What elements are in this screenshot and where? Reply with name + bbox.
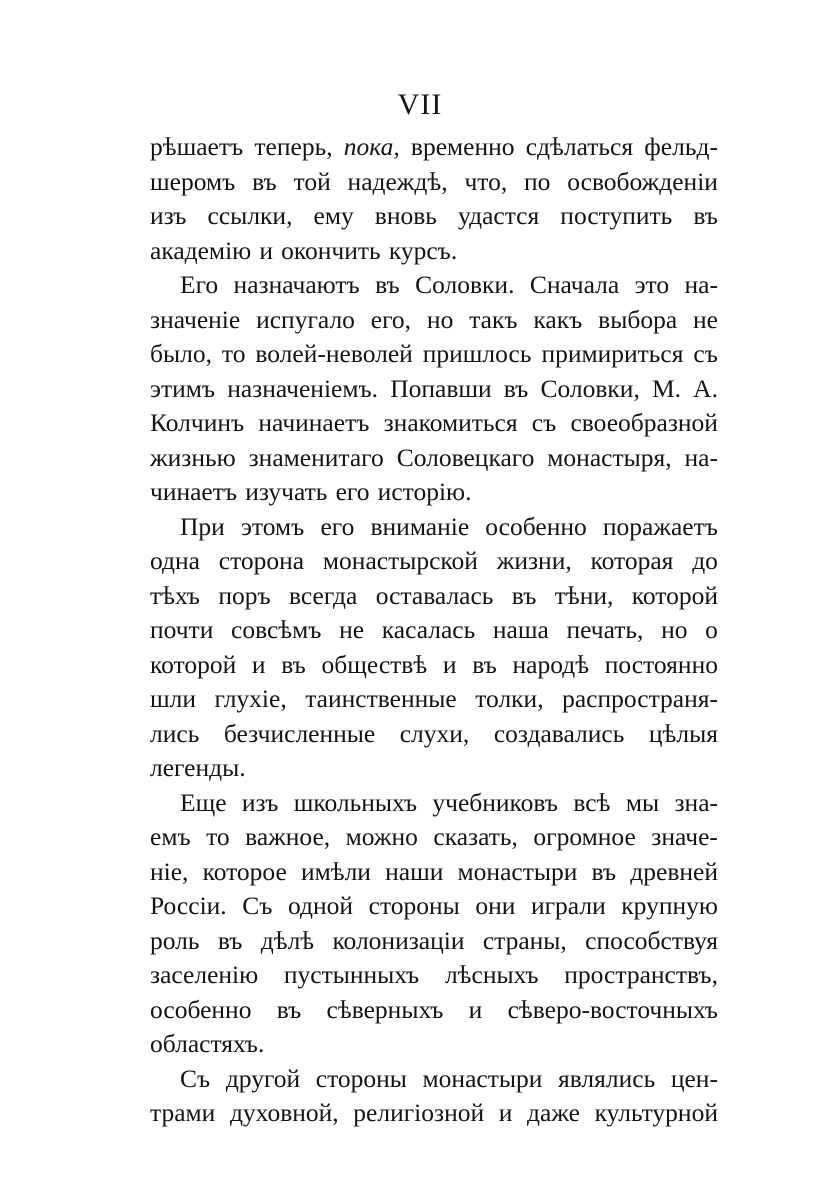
word: Соловки, [540,373,640,403]
word: то [206,822,230,851]
word: его [320,511,355,541]
word: это [634,270,670,299]
word: При [180,511,225,541]
word: даже [527,1098,580,1127]
word: ему [313,201,354,230]
word: той [293,166,331,196]
word: въ [281,649,306,679]
word: знаменитаго [248,442,384,472]
word: на- [684,270,718,299]
word: глухіе, [214,684,287,713]
word: касалась [381,615,476,644]
word: монастыря, [547,442,672,472]
text-line [150,406,718,441]
word: что, [464,166,508,196]
word: создавались [493,718,625,748]
word: лись [150,718,200,748]
word: пространствъ, [564,960,718,989]
word: его, [370,304,412,334]
word: волей-неволей [255,339,413,368]
word: фельд- [644,132,718,161]
word: народѣ [512,649,590,679]
word: Попавши [390,373,492,403]
word: и [442,649,457,679]
word: не [339,615,365,644]
word: сѣверныхъ [326,994,444,1024]
word: въ [276,994,302,1024]
word: поступить [560,201,673,230]
word: емъ [150,822,191,851]
word: этомъ [240,511,305,541]
text-line [150,682,718,717]
word: съ [531,408,557,437]
word: распространя- [562,684,718,713]
word: примириться [541,339,684,368]
text-line [150,544,718,579]
text-line [150,786,718,821]
word: шеромъ [150,166,236,196]
word: курсъ. [388,235,458,265]
body-text [150,130,718,1131]
word: до [692,546,718,575]
word: которая [590,546,674,575]
word: выбора [598,304,678,334]
word: можно [345,822,418,851]
word: но [661,615,688,644]
word: пришлось [422,339,532,368]
word: своеобразной [570,408,718,437]
word: Сначала [529,270,620,299]
word: но [426,304,454,334]
word: всегда [289,580,358,610]
text-line [150,648,718,683]
word: окончить [281,235,381,265]
word: жизнью [150,442,236,472]
paragraph [150,1062,718,1131]
word: Съ [242,891,273,920]
word: почти [150,615,214,644]
word: оставалась [375,580,494,610]
word: легенды. [150,753,246,782]
word: академію [150,235,252,265]
word: М. [651,373,682,403]
paragraph [150,268,718,510]
word: Его [180,270,219,299]
word: стороны [368,891,460,920]
word: назначаютъ [233,270,360,299]
word: цен- [670,1063,718,1093]
word: совсѣмъ [231,615,322,644]
word: особенно [485,511,587,541]
word: освобожденіи [567,166,718,196]
word: съ [693,339,718,368]
word: Съ [180,1063,211,1093]
text-line [150,993,718,1028]
word: лѣсныхъ [444,960,539,989]
word: по [524,166,551,196]
word: исторію. [377,477,472,506]
text-line [150,924,718,959]
word: трами [150,1098,216,1127]
word: въ [375,270,400,299]
text-line [150,855,718,890]
word: всѣ [573,787,611,817]
word: цѣлыя [648,718,718,748]
word: ссылки, [207,201,293,230]
word: изъ [241,787,279,817]
word: слухи, [399,718,470,748]
word: этимъ [150,373,216,403]
word: сказать, [433,822,518,851]
word: вновь [374,201,437,230]
word: въ [472,649,497,679]
word: Колчинъ [150,408,245,437]
word: тѣхъ [150,580,200,610]
word: на- [684,442,718,472]
text-line [150,234,718,269]
word: Соловки. [415,270,515,299]
text-line [150,1096,718,1131]
word: сдѣлаться [525,132,634,161]
word: колонизаціи [332,925,465,955]
text-line [150,441,718,476]
word: заселенію [150,960,259,989]
page-number: VII [397,88,443,121]
text-line [150,372,718,407]
word: зна- [674,787,718,817]
word: въ [591,856,617,886]
text-line [150,303,718,338]
word: имѣли [300,856,371,886]
word: и [259,235,274,265]
word: которой [150,649,237,679]
word: древней [630,856,718,886]
word: Россіи. [150,891,227,920]
text-line [150,820,718,855]
word: огромное [533,822,636,851]
word: крупную [621,891,718,920]
word: ніе, [150,856,189,886]
word: школьныхъ [293,787,418,817]
word: чинаетъ [150,477,238,506]
word: важное, [245,822,331,851]
word: которой [631,580,718,610]
word: способствуя [585,925,718,955]
word: монастырской [322,546,478,575]
word: жизни, [496,546,572,575]
word: значеніе [150,304,241,334]
word: Еще [180,787,227,817]
word: начинаетъ [258,408,370,437]
word: и [251,649,266,679]
paragraph [150,510,718,786]
word: А. [693,373,718,403]
word: поръ [218,580,271,610]
text-line [150,1062,718,1097]
word: въ [503,373,529,403]
word: было, [150,339,212,368]
word: въ [217,925,243,955]
text-line [150,613,718,648]
word: духовной, [229,1098,339,1127]
word: такъ [469,304,518,334]
word: вниманіе [370,511,470,541]
text-line [150,337,718,372]
word: надеждѣ, [347,166,448,196]
word: учебниковъ [432,787,558,817]
word: наша [492,615,549,644]
word: культурной [594,1098,718,1127]
word: играли [530,891,606,920]
word: они [475,891,516,920]
word: пустынныхъ [283,960,420,989]
word: какъ [533,304,583,334]
word: назначеніемъ. [227,373,379,403]
word: теперь, [254,132,333,161]
word: религіозной [353,1098,485,1127]
word: безчисленные [223,718,376,748]
word: не [693,304,718,334]
word: шли [150,684,197,713]
word: знакомиться [383,408,518,437]
word: его [335,477,370,506]
text-line [150,475,718,510]
word: толки, [475,684,544,713]
word: и [498,1098,513,1127]
word: и [468,994,483,1024]
word: постоянно [604,649,718,679]
word: временно [410,132,515,161]
paragraph [150,786,718,1062]
word: являлись [558,1063,656,1093]
word: таинственные [305,684,457,713]
word: стороны [315,1063,407,1093]
word: въ [511,580,537,610]
word: изъ [150,201,187,230]
word: печать, [566,615,644,644]
text-line [150,889,718,924]
word: мы [625,787,660,817]
word: областяхъ. [150,1029,265,1058]
word: сѣверо-восточныхъ [507,994,718,1024]
word: о [705,615,718,644]
word: которое [202,856,287,886]
word: наши [385,856,444,886]
word: изучать [245,477,328,506]
word: Соловецкаго [396,442,535,472]
text-line [150,199,718,234]
text-line [150,165,718,200]
text-line [150,130,718,165]
word: монастыри [422,1063,543,1093]
text-line [150,717,718,752]
word: одной [288,891,354,920]
word: обществѣ [321,649,428,679]
word: то [221,339,246,368]
word: значе- [651,822,718,851]
text-line [150,579,718,614]
word: тѣни, [554,580,614,610]
word: монастыри [457,856,578,886]
word: страны, [482,925,567,955]
text-line [150,268,718,303]
text-line [150,751,718,786]
word: въ [693,201,718,230]
word: поражаетъ [602,511,718,541]
word: пока, [343,132,400,161]
word: испугало [256,304,355,334]
word: одна [150,546,200,575]
word: дѣлѣ [260,925,315,955]
text-line [150,510,718,545]
word: другой [225,1063,301,1093]
word: въ [252,166,277,196]
text-line [150,1027,718,1062]
word: рѣшаетъ [150,132,244,161]
word: сторона [218,546,305,575]
text-line [150,958,718,993]
word: удастся [457,201,540,230]
word: особенно [150,994,252,1024]
word: роль [150,925,200,955]
paragraph [150,130,718,268]
